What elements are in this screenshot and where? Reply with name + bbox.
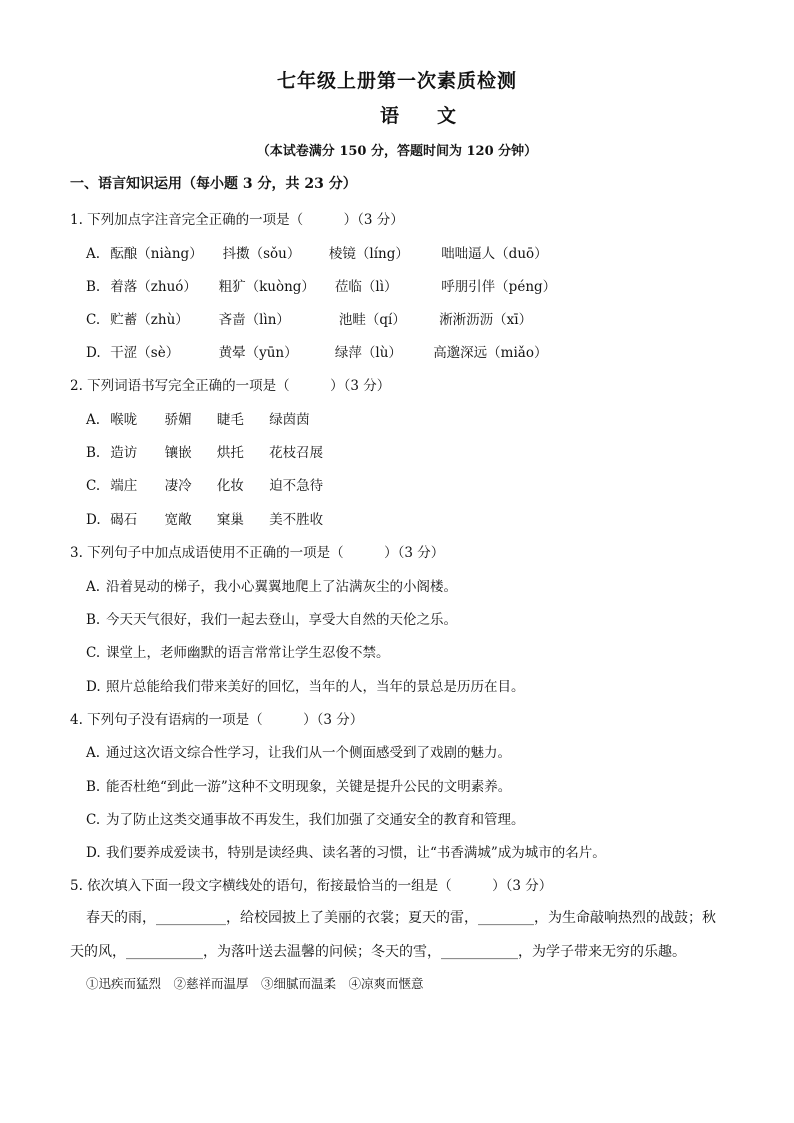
option-item: 黄晕（yūn） xyxy=(218,345,298,361)
option-letter: A. xyxy=(86,745,101,761)
question-5-stem: 5. 依次填入下面一段文字横线处的语句，衔接最恰当的一组是（ ）（3 分） xyxy=(70,878,553,894)
option-item: 咄咄逼人（duō） xyxy=(441,246,548,262)
option-item: 莅临（lì） xyxy=(334,279,398,295)
option-letter: D. xyxy=(86,512,101,528)
option-text: 课堂上，老师幽默的语言常常让学生忍俊不禁。 xyxy=(106,645,390,661)
question-3-stem: 3. 下列句子中加点成语使用不正确的一项是（ ）（3 分） xyxy=(70,545,445,561)
option-text: 通过这次语文综合性学习，让我们从一个侧面感受到了戏剧的魅力。 xyxy=(106,745,511,761)
q2-option-d xyxy=(86,508,323,528)
option-item: 绿萍（lù） xyxy=(334,345,402,361)
q2-option-a xyxy=(86,408,310,428)
option-item: 睫毛 xyxy=(216,412,244,428)
q5-choices: ①迅疾而猛烈 ②慈祥而温厚 ③细腻而温柔 ④凉爽而惬意 xyxy=(86,976,424,991)
option-item: 化妆 xyxy=(216,478,244,494)
option-letter: D. xyxy=(86,679,101,695)
q2-option-b xyxy=(86,441,323,461)
question-4-stem: 4. 下列句子没有语病的一项是（ ）（3 分） xyxy=(70,712,364,728)
option-letter: C. xyxy=(86,312,101,328)
question-2-stem: 2. 下列词语书写完全正确的一项是（ ）（3 分） xyxy=(70,378,391,394)
option-item: 淅淅沥沥（xī） xyxy=(439,312,533,328)
q4-option-d xyxy=(86,841,606,861)
option-letter: C. xyxy=(86,645,101,661)
option-letter: A. xyxy=(86,579,101,595)
option-item: 宽敞 xyxy=(164,512,192,528)
q1-option-d xyxy=(86,341,547,361)
option-item: 吝啬（lìn） xyxy=(218,312,290,328)
option-item: 喉咙 xyxy=(110,412,138,428)
option-item: 呼朋引伴（péng） xyxy=(441,279,557,295)
option-letter: B. xyxy=(86,779,101,795)
option-letter: D. xyxy=(86,345,101,361)
option-item: 造访 xyxy=(110,445,138,461)
q1-option-a xyxy=(86,242,548,262)
q3-option-d xyxy=(86,675,525,695)
q3-option-a xyxy=(86,575,457,595)
option-letter: C. xyxy=(86,478,101,494)
option-item: 窠巢 xyxy=(216,512,244,528)
option-item: 凄冷 xyxy=(164,478,192,494)
q5-passage-line-2: 天的风，___________，为落叶送去温馨的问候；冬天的雪，___________，为学子带来无穷的乐趣。 xyxy=(70,944,686,960)
option-item: 迫不急待 xyxy=(269,478,324,494)
option-item: 粗犷（kuòng） xyxy=(218,279,315,295)
option-item: 贮蓄（zhù） xyxy=(110,312,189,328)
exam-title: 七年级上册第一次素质检测 xyxy=(276,70,517,92)
option-item: 碣石 xyxy=(110,512,138,528)
option-item: 高邈深远（miǎo） xyxy=(433,345,548,361)
q3-option-b xyxy=(86,608,457,628)
option-item: 美不胜收 xyxy=(269,512,324,528)
exam-note: （本试卷满分 150 分，答题时间为 120 分钟） xyxy=(256,144,538,159)
q5-passage-line-1: 春天的雨，__________，给校园披上了美丽的衣裳；夏天的雷，________，为生命敲响热烈的战鼓；秋 xyxy=(86,910,716,926)
option-item: 绿茵茵 xyxy=(269,412,310,428)
option-item: 抖擞（sǒu） xyxy=(222,246,301,262)
question-1-stem: 1. 下列加点字注音完全正确的一项是（ ）（3 分） xyxy=(70,212,404,228)
option-item: 端庄 xyxy=(110,478,138,494)
q2-option-c xyxy=(86,474,323,494)
option-item: 池畦（qí） xyxy=(338,312,406,328)
option-item: 镶嵌 xyxy=(164,445,192,461)
subject-title: 语 文 xyxy=(380,105,457,127)
option-letter: A. xyxy=(86,412,101,428)
option-item: 骄媚 xyxy=(164,412,192,428)
option-text: 照片总能给我们带来美好的回忆，当年的人，当年的景总是历历在目。 xyxy=(106,679,525,695)
option-item: 花枝召展 xyxy=(269,445,324,461)
q4-option-a xyxy=(86,741,511,761)
q4-option-b xyxy=(86,775,511,795)
option-letter: B. xyxy=(86,279,101,295)
option-letter: B. xyxy=(86,445,101,461)
option-text: 能否杜绝“到此一游”这种不文明现象，关键是提升公民的文明素养。 xyxy=(106,779,512,795)
option-text: 我们要养成爱读书，特别是读经典、读名著的习惯，让“书香满城”成为城市的名片。 xyxy=(106,845,606,861)
section-heading: 一、语言知识运用（每小题 3 分，共 23 分） xyxy=(70,176,357,192)
option-text: 为了防止这类交通事故不再发生，我们加强了交通安全的教育和管理。 xyxy=(106,812,525,828)
option-item: 棱镜（líng） xyxy=(328,246,409,262)
option-letter: B. xyxy=(86,612,101,628)
option-item: 干涩（sè） xyxy=(110,345,180,361)
option-text: 今天天气很好，我们一起去登山，享受大自然的天伦之乐。 xyxy=(106,612,457,628)
option-item: 着落（zhuó） xyxy=(110,279,197,295)
option-text: 沿着晃动的梯子，我小心翼翼地爬上了沾满灰尘的小阁楼。 xyxy=(106,579,457,595)
option-letter: A. xyxy=(86,246,101,262)
option-letter: C. xyxy=(86,812,101,828)
q4-option-c xyxy=(86,808,525,828)
q1-option-c xyxy=(86,308,532,328)
q1-option-b xyxy=(86,275,556,295)
option-item: 烘托 xyxy=(216,445,244,461)
option-letter: D. xyxy=(86,845,101,861)
option-item: 酝酿（niàng） xyxy=(110,246,203,262)
q3-option-c xyxy=(86,641,390,661)
